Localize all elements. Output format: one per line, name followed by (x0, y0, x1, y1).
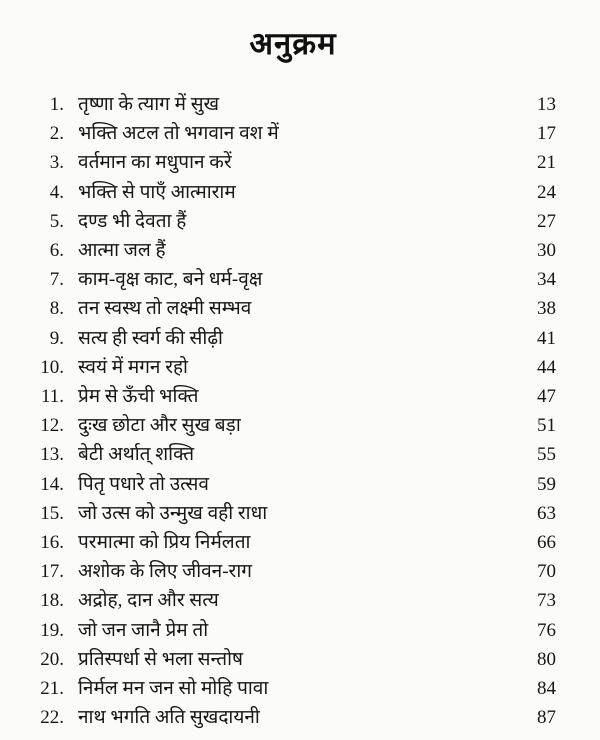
entry-number: 17. (40, 561, 64, 583)
toc-entry (30, 353, 556, 382)
toc-entry (30, 236, 556, 265)
entry-title: काम-वृक्ष काट, बने धर्म-वृक्ष (78, 269, 263, 291)
entry-page-number: 30 (537, 240, 556, 262)
entry-title: परमात्मा को प्रिय निर्मलता (78, 532, 251, 554)
entry-number: 15. (40, 502, 64, 524)
entry-number: 7. (49, 269, 64, 291)
entry-title: वर्तमान का मधुपान करें (78, 152, 232, 174)
entry-number: 22. (40, 707, 64, 729)
toc-entry (30, 470, 556, 499)
toc-list (30, 90, 556, 732)
entry-number: 10. (40, 356, 64, 378)
entry-page-number: 73 (537, 590, 556, 612)
entry-title: भक्ति अटल तो भगवान वश में (78, 123, 279, 145)
toc-entry (30, 586, 556, 615)
entry-number: 8. (49, 298, 64, 320)
toc-entry (30, 528, 556, 557)
entry-title: दुःख छोटा और सुख बड़ा (78, 415, 241, 437)
entry-page-number: 66 (537, 532, 556, 554)
entry-page-number: 76 (537, 619, 556, 641)
entry-page-number: 80 (537, 648, 556, 670)
entry-number: 21. (40, 678, 64, 700)
toc-entry (30, 645, 556, 674)
entry-title: अद्रोह, दान और सत्य (78, 590, 219, 612)
toc-entry (30, 440, 556, 469)
entry-number: 2. (49, 123, 64, 145)
toc-entry (30, 557, 556, 586)
entry-number: 16. (40, 532, 64, 554)
entry-page-number: 87 (537, 707, 556, 729)
page-title: अनुक्रम (249, 26, 337, 61)
entry-page-number: 24 (537, 181, 556, 203)
entry-page-number: 41 (537, 327, 556, 349)
entry-page-number: 38 (537, 298, 556, 320)
entry-page-number: 55 (537, 444, 556, 466)
entry-page-number: 44 (537, 356, 556, 378)
entry-title: तन स्वस्थ तो लक्ष्मी सम्भव (78, 298, 252, 320)
entry-title: पितृ पधारे तो उत्सव (78, 473, 209, 495)
toc-entry (30, 616, 556, 645)
entry-page-number: 59 (537, 473, 556, 495)
entry-number: 6. (49, 240, 64, 262)
entry-title: निर्मल मन जन सो मोहि पावा (78, 678, 269, 700)
entry-number: 4. (49, 181, 64, 203)
entry-number: 14. (40, 473, 64, 495)
entry-number: 1. (49, 94, 64, 115)
entry-title: प्रेम से ऊँची भक्ति (78, 386, 199, 408)
entry-number: 20. (40, 648, 64, 670)
entry-title: नाथ भगति अति सुखदायनी (78, 707, 260, 729)
entry-page-number: 13 (537, 94, 556, 115)
toc-entry (30, 178, 556, 207)
entry-number: 19. (40, 619, 64, 641)
entry-page-number: 70 (537, 561, 556, 583)
entry-page-number: 21 (537, 152, 556, 174)
entry-number: 5. (49, 210, 64, 232)
toc-entry (30, 703, 556, 732)
toc-entry (30, 411, 556, 440)
entry-title: बेटी अर्थात् शक्ति (78, 444, 195, 466)
entry-number: 11. (40, 386, 64, 408)
entry-title: प्रतिस्पर्धा से भला सन्तोष (78, 648, 244, 670)
toc-entry (30, 119, 556, 148)
toc-entry (30, 90, 556, 119)
toc-entry (30, 499, 556, 528)
toc-entry (30, 207, 556, 236)
entry-title: आत्मा जल हैं (78, 240, 166, 262)
entry-title: भक्ति से पाएँ आत्माराम (78, 181, 236, 203)
entry-title: जो उत्स को उन्मुख वही राधा (78, 502, 268, 524)
entry-number: 12. (40, 415, 64, 437)
toc-entry (30, 148, 556, 177)
entry-page-number: 17 (537, 123, 556, 145)
toc-entry (30, 265, 556, 294)
entry-page-number: 51 (537, 415, 556, 437)
toc-entry (30, 382, 556, 411)
entry-title: दण्ड भी देवता हैं (78, 210, 187, 232)
entry-number: 9. (49, 327, 64, 349)
entry-page-number: 27 (537, 210, 556, 232)
entry-title: जो जन जानै प्रेम तो (78, 619, 209, 641)
toc-entry (30, 324, 556, 353)
entry-page-number: 84 (537, 678, 556, 700)
entry-number: 13. (40, 444, 64, 466)
entry-title: सत्य ही स्वर्ग की सीढ़ी (78, 327, 223, 349)
entry-page-number: 63 (537, 502, 556, 524)
entry-title: स्वयं में मगन रहो (78, 356, 188, 378)
entry-page-number: 47 (537, 386, 556, 408)
entry-title: तृष्णा के त्याग में सुख (78, 94, 220, 115)
toc-entry (30, 294, 556, 323)
entry-number: 3. (49, 152, 64, 174)
entry-number: 18. (40, 590, 64, 612)
toc-entry (30, 674, 556, 703)
entry-page-number: 34 (537, 269, 556, 291)
entry-title: अशोक के लिए जीवन-राग (78, 561, 252, 583)
